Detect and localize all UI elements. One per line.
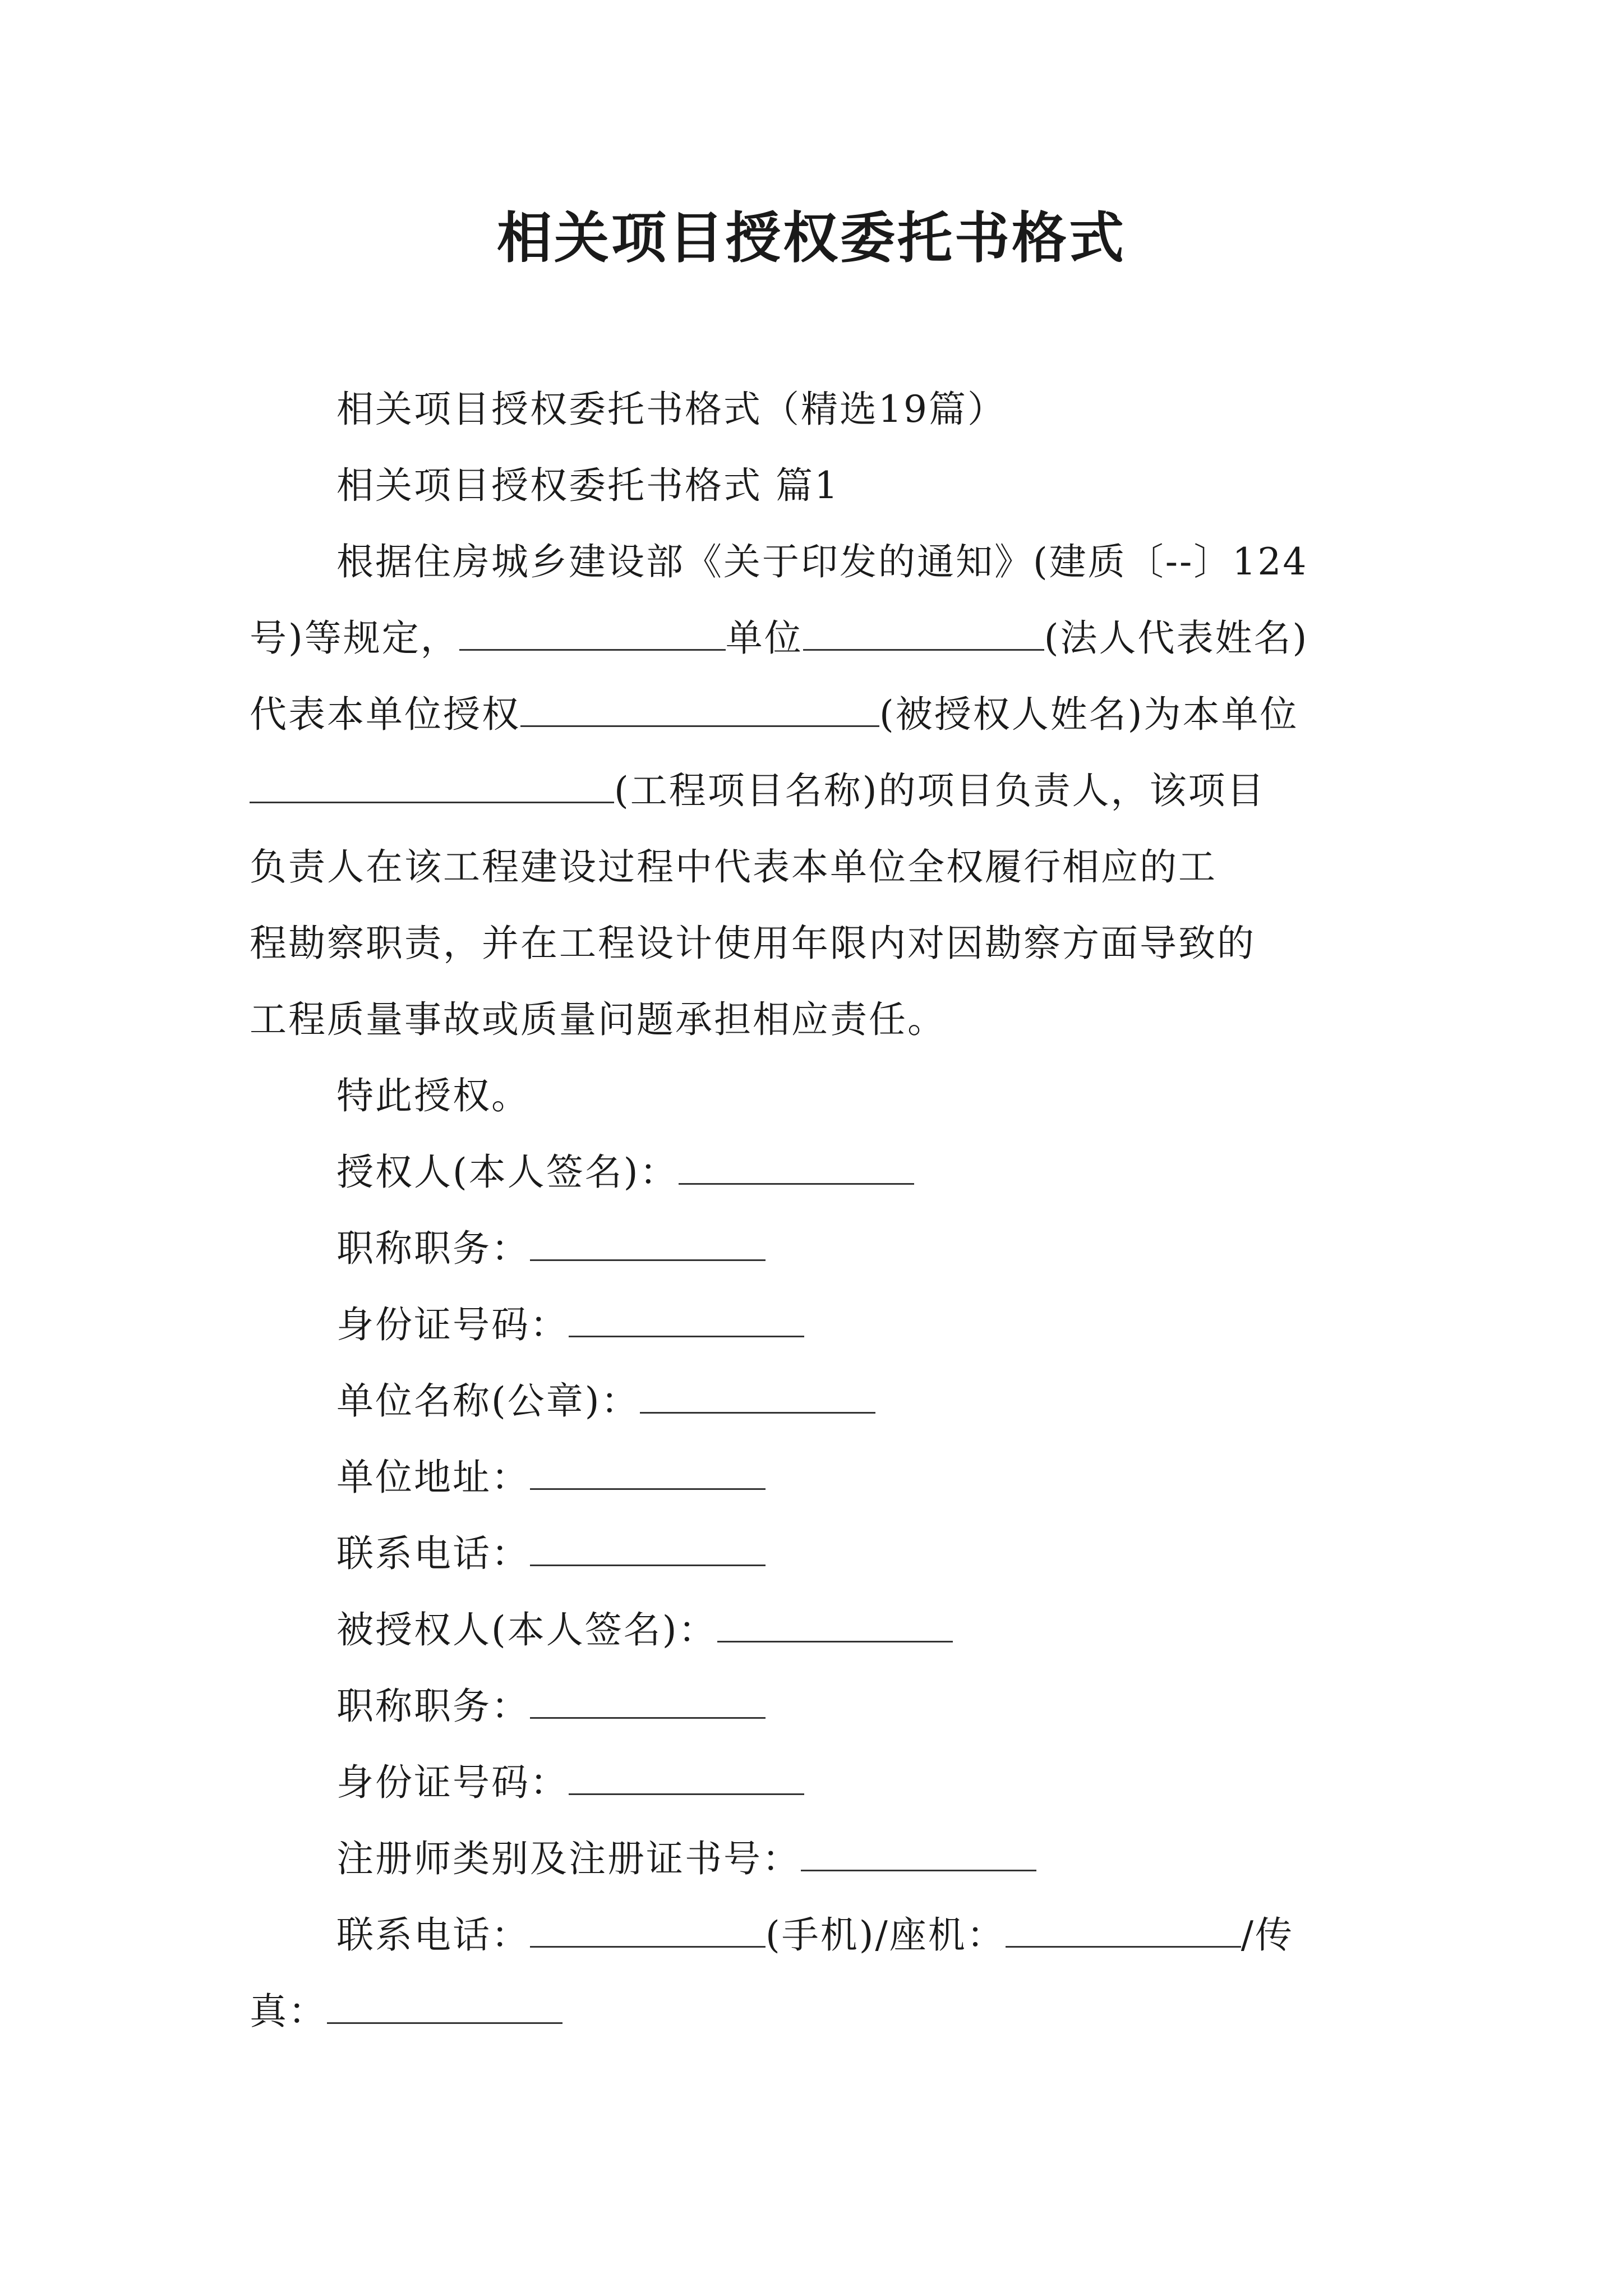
field-row xyxy=(250,1439,1382,1516)
paragraph-line-6: 程勘察职责，并在工程设计使用年限内对因勘察方面导致的 xyxy=(250,922,1256,965)
field-label: 职称职务： xyxy=(336,1685,530,1728)
paragraph-line-5: 负责人在该工程建设过程中代表本单位全权履行相应的工 xyxy=(250,845,1217,889)
field-label: 单位名称(公章)： xyxy=(336,1379,640,1423)
field-blank[interactable] xyxy=(801,1839,1036,1871)
field-row xyxy=(250,1516,1382,1592)
paragraph-line-3 xyxy=(250,677,1382,753)
field-blank[interactable] xyxy=(679,1153,914,1185)
field-row xyxy=(250,1363,1382,1439)
paragraph-line-2 xyxy=(250,600,1382,677)
paragraph-line-7: 工程质量事故或质量问题承担相应责任。 xyxy=(250,998,946,1041)
field-blank[interactable] xyxy=(530,1458,766,1490)
paragraph-text: 单位 xyxy=(725,616,803,660)
contact-line-continued xyxy=(250,1973,1382,2050)
blank-legal-rep-name[interactable] xyxy=(803,619,1044,651)
mobile-label: (手机)/座机： xyxy=(766,1913,1006,1957)
paragraph-line-1: 根据住房城乡建设部《关于印发的通知》(建质〔--〕124 xyxy=(336,540,1308,583)
section-heading: 相关项目授权委托书格式 篇1 xyxy=(336,464,840,507)
contact-line xyxy=(250,1897,1382,1973)
blank-authorized-name[interactable] xyxy=(520,695,879,727)
field-blank[interactable] xyxy=(569,1763,804,1795)
field-blank[interactable] xyxy=(530,1229,766,1261)
paragraph-text: (法人代表姓名) xyxy=(1044,616,1309,660)
field-blank[interactable] xyxy=(717,1611,953,1642)
field-label: 授权人(本人签名)： xyxy=(336,1151,679,1194)
paragraph-line-4 xyxy=(250,753,1382,829)
field-row xyxy=(250,1134,1382,1211)
field-label: 身份证号码： xyxy=(336,1761,569,1804)
fax-label-end: 真： xyxy=(250,1990,327,2033)
paragraph-text: 号)等规定， xyxy=(250,616,459,660)
fax-blank[interactable] xyxy=(327,1992,562,2024)
field-row xyxy=(250,1668,1382,1745)
field-row xyxy=(250,1592,1382,1668)
landline-blank[interactable] xyxy=(1006,1916,1241,1948)
blank-unit-name[interactable] xyxy=(459,619,726,651)
field-label: 单位地址： xyxy=(336,1456,530,1499)
paragraph-text: (被授权人姓名)为本单位 xyxy=(879,693,1299,736)
paragraph-text: (工程项目名称)的项目负责人，该项目 xyxy=(614,769,1266,812)
field-blank[interactable] xyxy=(530,1534,766,1566)
mobile-blank[interactable] xyxy=(530,1916,766,1948)
field-row xyxy=(250,1287,1382,1363)
field-label: 身份证号码： xyxy=(336,1303,569,1346)
field-row xyxy=(250,1211,1382,1287)
field-label: 注册师类别及注册证书号： xyxy=(336,1837,801,1880)
field-blank[interactable] xyxy=(530,1687,766,1719)
document-title: 相关项目授权委托书格式 xyxy=(496,206,1126,270)
field-blank[interactable] xyxy=(640,1382,875,1414)
blank-project-name[interactable] xyxy=(250,771,614,803)
fax-label-start: /传 xyxy=(1241,1913,1294,1957)
field-row xyxy=(250,1745,1382,1821)
paragraph-text: 代表本单位授权 xyxy=(250,693,520,736)
field-label: 联系电话： xyxy=(336,1532,530,1575)
contact-label: 联系电话： xyxy=(336,1913,530,1957)
closing-text: 特此授权。 xyxy=(336,1074,530,1117)
subtitle: 相关项目授权委托书格式（精选19篇） xyxy=(336,388,1006,431)
field-blank[interactable] xyxy=(569,1305,804,1337)
field-label: 职称职务： xyxy=(336,1227,530,1270)
field-row xyxy=(250,1821,1382,1897)
field-label: 被授权人(本人签名)： xyxy=(336,1608,717,1651)
